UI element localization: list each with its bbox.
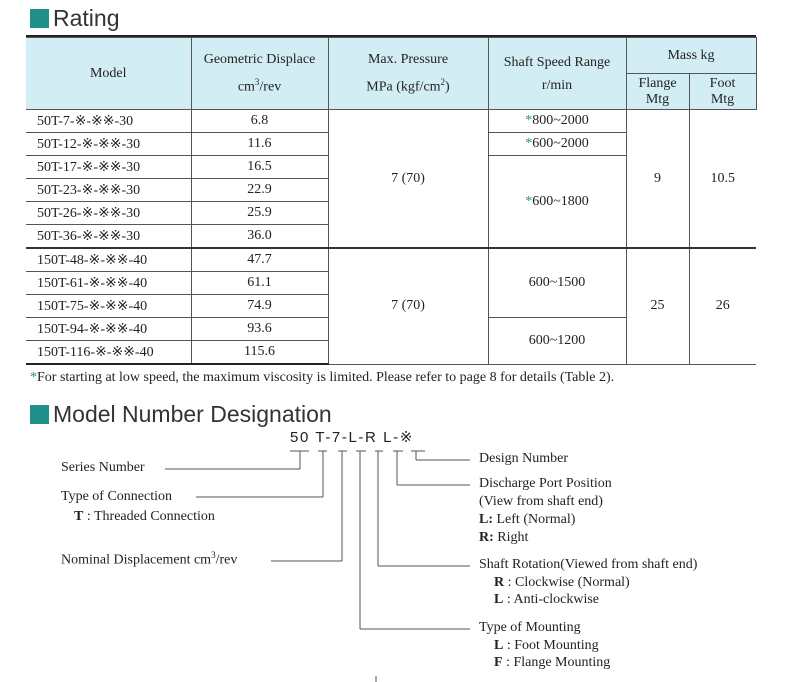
table-row: 50T-12-※-※※-30 11.6 *600~2000 — [26, 133, 756, 156]
flange-mass-cell: 25 — [626, 248, 689, 364]
table-row: 150T-94-※-※※-40 93.6 600~1200 — [26, 318, 756, 341]
pressure-cell: 7 (70) — [328, 248, 488, 364]
model-code: 50 T-7-L-R L-※ — [290, 429, 414, 446]
connection-label: Type of Connection — [61, 489, 172, 504]
pressure-cell: 7 (70) — [328, 110, 488, 249]
header-speed: Shaft Speed Range r/min — [488, 38, 626, 110]
shaft-rotation-label: Shaft Rotation(Viewed from shaft end) — [479, 557, 698, 572]
speed-cell: *600~2000 — [488, 133, 626, 156]
design-number-label: Design Number — [479, 451, 569, 466]
header-model: Model — [26, 38, 191, 110]
rotation-option-l: L : Anti-clockwise — [494, 592, 599, 607]
header-displacement: Geometric Displace $cm^3$/rev — [191, 38, 328, 110]
table-row: 50T-26-※-※※-30 25.9 — [26, 202, 756, 225]
discharge-port-label: Discharge Port Position — [479, 476, 612, 491]
nominal-displacement-label: Nominal Displacement $cm^3$/rev — [61, 550, 238, 568]
speed-cell: *800~2000 — [488, 110, 626, 133]
speed-cell: 600~1500 — [488, 248, 626, 318]
foot-mass-cell: 10.5 — [689, 110, 756, 249]
table-row: 150T-61-※-※※-40 61.1 — [26, 272, 756, 295]
table-row: 50T-17-※-※※-30 16.5 *600~1800 — [26, 156, 756, 179]
series-number-label: Series Number — [61, 460, 145, 475]
connection-option-t: T : Threaded Connection — [74, 509, 215, 524]
table-row: 50T-7-※-※※-30 6.8 7 (70) *800~2000 9 10.5 — [26, 110, 756, 133]
mounting-label: Type of Mounting — [479, 620, 581, 635]
speed-cell: *600~1800 — [488, 156, 626, 249]
speed-cell: 600~1200 — [488, 318, 626, 365]
rotation-option-r: R : Clockwise (Normal) — [494, 575, 630, 590]
flange-mass-cell: 9 — [626, 110, 689, 249]
foot-mass-cell: 26 — [689, 248, 756, 364]
table-row: 150T-75-※-※※-40 74.9 — [26, 295, 756, 318]
mounting-option-f: F : Flange Mounting — [494, 655, 611, 670]
header-foot: Foot Mtg — [689, 74, 756, 110]
table-row: 50T-36-※-※※-30 36.0 — [26, 225, 756, 249]
table-row: 150T-48-※-※※-40 47.7 7 (70) 600~1500 25 26 — [26, 248, 756, 272]
header-pressure: Max. Pressure MPa $(kgf/cm^2)$ — [328, 38, 488, 110]
discharge-option-r: R: Right — [479, 530, 529, 545]
rating-title: Rating — [53, 4, 120, 31]
discharge-port-sub: (View from shaft end) — [479, 494, 603, 509]
header-flange: Flange Mtg — [626, 74, 689, 110]
footnote: *For starting at low speed, the maximum viscosity is limited. Please refer to page 8 for details (Table 2). — [30, 370, 615, 385]
header-mass: Mass kg — [626, 38, 756, 74]
designation-title: Model Number Designation — [53, 400, 332, 427]
table-row: 50T-23-※-※※-30 22.9 — [26, 179, 756, 202]
table-row: 150T-116-※-※※-40 115.6 — [26, 341, 756, 365]
discharge-option-l: L: Left (Normal) — [479, 512, 576, 527]
mounting-option-l: L : Foot Mounting — [494, 638, 599, 653]
